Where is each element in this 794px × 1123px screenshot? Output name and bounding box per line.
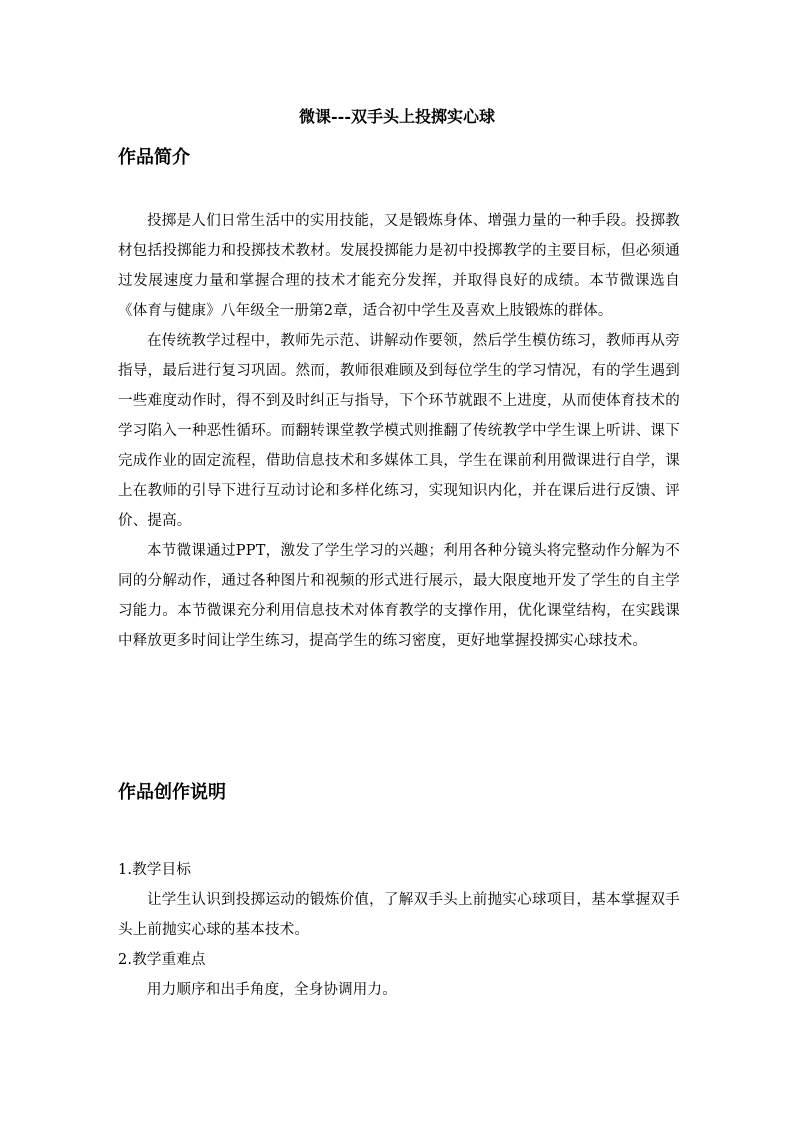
section-heading-creation: 作品创作说明 <box>118 782 226 803</box>
section-heading-intro: 作品简介 <box>118 147 190 168</box>
intro-paragraph: 本节微课通过PPT，激发了学生学习的兴趣；利用各种分镜头将完整动作分解为不同的分解动作，通过各种图片和视频的形式进行展示，最大限度地开发了学生的自主学习能力。本节微课充分利用信息技术对体育教学的支撑作用，优化课堂结构，在实践课中释放更多时间让学生练习，提高学生的练习密度，更好地掌握投掷实心球技术。 <box>118 543 680 649</box>
intro-body <box>118 206 680 656</box>
document-title: 微课---双手头上投掷实心球 <box>299 107 495 126</box>
intro-paragraph: 在传统教学过程中，教师先示范、讲解动作要领，然后学生模仿练习，教师再从旁指导，最后进行复习巩固。然而，教师很难顾及到每位学生的学习情况，有的学生遇到一些难度动作时，得不到及时纠正与指导，下个环节就跟不上进度，从而使体育技术的学习陷入一种恶性循环。而翻转课堂教学模式则推翻了传统教学中学生课上听讲、课下完成作业的固定流程，借助信息技术和多媒体工具，学生在课前利用微课进行自学，课上在教师的引导下进行互动讨论和多样化练习，实现知识内化，并在课后进行反馈、评价、提高。 <box>118 333 680 529</box>
teaching-key-points-text: 用力顺序和出手角度，全身协调用力。 <box>147 982 397 998</box>
teaching-key-points-label: 2.教学重难点 <box>118 952 206 968</box>
teaching-goal-text: 让学生认识到投掷运动的锻炼价值，了解双手头上前抛实心球项目，基本掌握双手头上前抛实心球的基本技术。 <box>118 892 680 938</box>
teaching-goal-label: 1.教学目标 <box>118 862 192 878</box>
creation-body <box>118 855 680 1005</box>
intro-paragraph: 投掷是人们日常生活中的实用技能，又是锻炼身体、增强力量的一种手段。投掷教材包括投掷能力和投掷技术教材。发展投掷能力是初中投掷教学的主要目标，但必须通过发展速度力量和掌握合理的技术才能充分发挥，并取得良好的成绩。本节微课选自《体育与健康》八年级全一册第2章，适合初中学生及喜欢上肢锻炼的群体。 <box>118 213 680 319</box>
